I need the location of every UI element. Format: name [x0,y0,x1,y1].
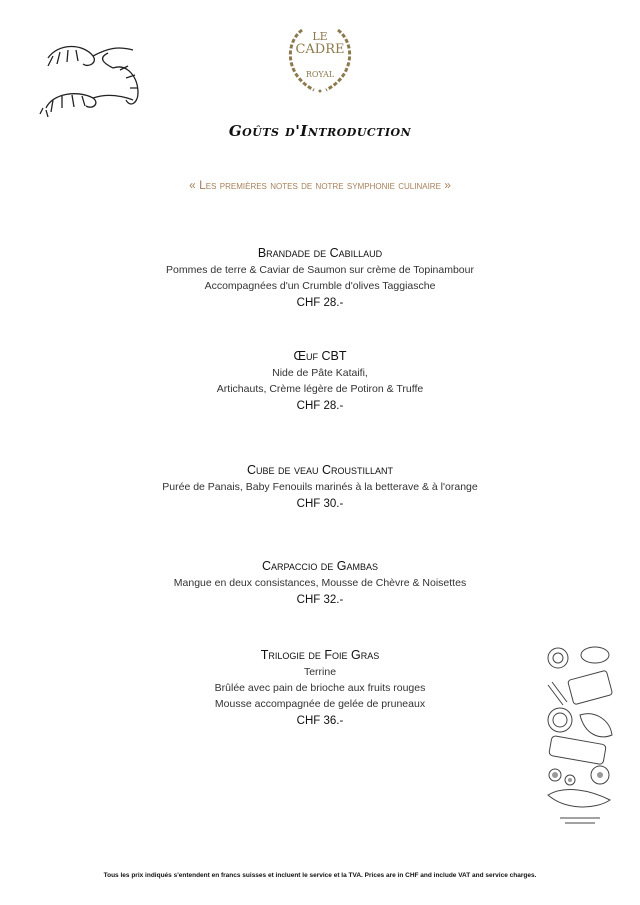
item-price: CHF 28.- [296,297,344,309]
food-illustration [540,640,620,830]
item-description: Purée de Panais, Baby Fenouils marinés à la betterave & à l'orange [162,481,478,493]
item-price: CHF 32.- [296,594,344,606]
menu-item [0,462,640,513]
item-description: Terrine [303,666,337,678]
menu-item [0,348,640,415]
item-description: Mousse accompagnée de gelée de pruneaux [214,698,426,710]
item-description: Nide de Pâte Kataifi, [272,367,368,379]
item-description: Brûlée avec pain de brioche aux fruits rouges [214,682,426,694]
item-description: Pommes de terre & Caviar de Saumon sur crème de Topinambour [166,264,474,276]
shrimp-illustration [38,38,158,123]
item-name: Cube de veau Croustillant [246,463,393,477]
item-description: Mangue en deux consistances, Mousse de Chèvre & Noisettes [173,577,467,589]
logo-text-cadre: CADRE [295,42,345,57]
item-name: Trilogie de Foie Gras [260,648,380,662]
menu-item [0,245,640,312]
item-name: Carpaccio de Gambas [261,559,379,573]
menu-item [0,558,640,609]
item-name: Brandade de Cabillaud [257,246,383,260]
item-description: Artichauts, Crème légère de Potiron & Truffe [216,383,424,395]
footer-note: Tous les prix indiqués s'entendent en francs suisses et incluent le service et la TVA. Prices are in CHF and include VAT and service charges. [103,872,537,879]
item-name: Œuf CBT [293,349,347,363]
logo [280,24,360,96]
item-price: CHF 30.- [296,498,344,510]
item-price: CHF 28.- [296,400,344,412]
section-subtitle: « Les premières notes de notre symphonie culinaire » [189,178,451,192]
logo-text-le: LE [312,30,328,43]
section-title: Goûts d'Introduction [228,122,412,140]
item-price: CHF 36.- [296,715,344,727]
logo-text-royal: ROYAL [305,70,335,79]
item-description: Accompagnées d'un Crumble d'olives Taggiasche [204,280,436,292]
